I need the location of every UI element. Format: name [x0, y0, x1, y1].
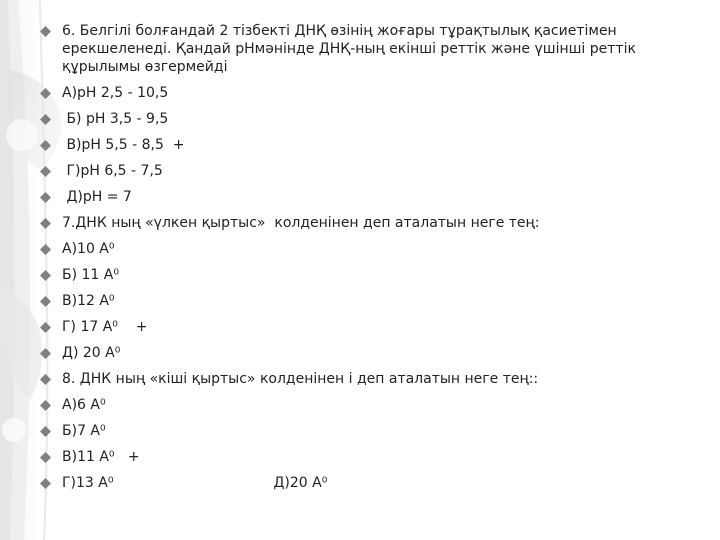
answer-option: Д) 20 А⁰	[62, 345, 121, 361]
diamond-bullet-icon	[40, 426, 51, 437]
answer-option: Г) 17 А⁰ +	[62, 319, 148, 335]
diamond-bullet-icon	[40, 348, 51, 359]
diamond-bullet-icon	[40, 244, 51, 255]
diamond-bullet-icon	[40, 26, 51, 37]
question-8-text: 8. ДНК ның «кіші қыртыс» колденінен і деп аталатын неге тең::	[62, 371, 539, 387]
answer-option: В)11 А⁰ +	[62, 449, 140, 465]
answer-option: Г)13 А⁰	[62, 475, 114, 491]
list-item	[38, 292, 688, 310]
diamond-bullet-icon	[40, 140, 51, 151]
list-item	[38, 240, 688, 258]
list-item	[38, 344, 688, 362]
diamond-bullet-icon	[40, 88, 51, 99]
list-item	[38, 22, 688, 76]
diamond-bullet-icon	[40, 270, 51, 281]
list-item	[38, 474, 688, 492]
list-item	[38, 422, 688, 440]
diamond-bullet-icon	[40, 452, 51, 463]
list-item	[38, 162, 688, 180]
list-item	[38, 110, 688, 128]
answer-option: Г)рН 6,5 - 7,5	[62, 163, 163, 179]
answer-option: В)рН 5,5 - 8,5 +	[62, 137, 185, 153]
list-item	[38, 318, 688, 336]
diamond-bullet-icon	[40, 400, 51, 411]
list-item	[38, 266, 688, 284]
question-7-text: 7.ДНК ның «үлкен қыртыс» колденінен деп аталатын неге тең:	[62, 215, 540, 231]
answer-option: А)10 А⁰	[62, 241, 115, 257]
diamond-bullet-icon	[40, 192, 51, 203]
list-item	[38, 370, 688, 388]
answer-option: А)6 А⁰	[62, 397, 106, 413]
diamond-bullet-icon	[40, 322, 51, 333]
answer-option: В)12 А⁰	[62, 293, 115, 309]
diamond-bullet-icon	[40, 114, 51, 125]
answer-option: Б)7 А⁰	[62, 423, 106, 439]
diamond-bullet-icon	[40, 478, 51, 489]
diamond-bullet-icon	[40, 166, 51, 177]
answer-option: Б) 11 А⁰	[62, 267, 119, 283]
answer-option: Б) рН 3,5 - 9,5	[62, 111, 169, 127]
list-item	[38, 188, 688, 206]
list-item	[38, 84, 688, 102]
diamond-bullet-icon	[40, 218, 51, 229]
list-item	[38, 136, 688, 154]
diamond-bullet-icon	[40, 374, 51, 385]
list-item	[38, 396, 688, 414]
diamond-bullet-icon	[40, 296, 51, 307]
answer-option: А)рН 2,5 - 10,5	[62, 85, 169, 101]
list-item	[38, 448, 688, 466]
answer-option: Д)20 А⁰	[273, 475, 328, 491]
bullet-list	[38, 22, 688, 500]
question-6-text: 6. Белгілі болғандай 2 тізбекті ДНҚ өзінің жоғары тұрақтылық қасиетімен ерекшеленеді. Қандай рНмәнінде ДНҚ-ның екінші реттік және үшінші реттік құрылымы өзгермейді	[62, 23, 636, 75]
answer-option: Д)рН = 7	[62, 189, 132, 205]
list-item	[38, 214, 688, 232]
